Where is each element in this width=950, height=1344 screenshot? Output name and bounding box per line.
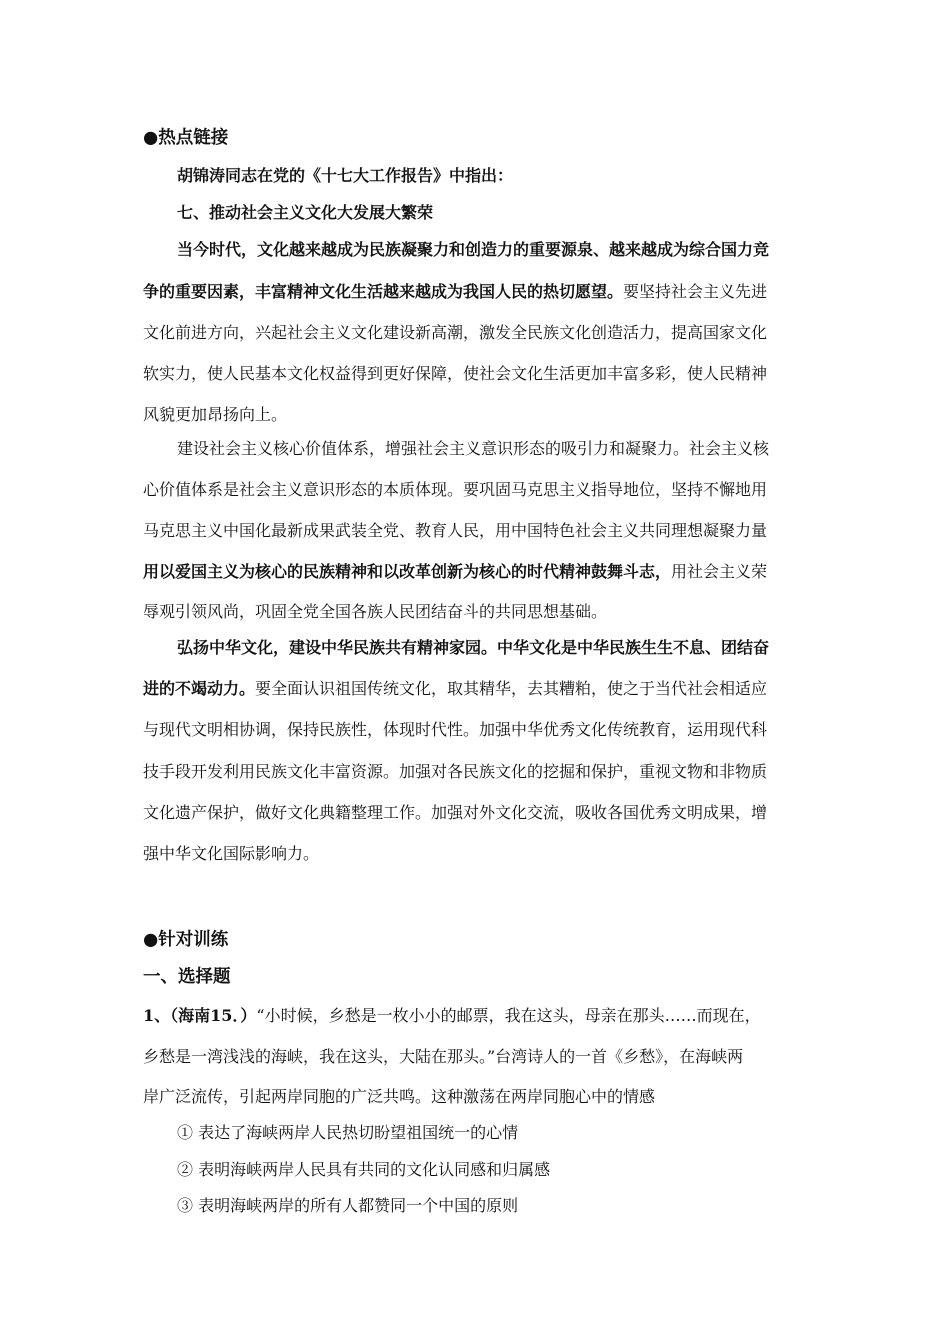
- question-1-line-2: 乡愁是一湾浅浅的海峡，我在这头，大陆在那头。”台湾诗人的一首《乡愁》，在海峡两: [143, 1047, 744, 1066]
- p3-line-4: 技手段开发利用民族文化丰富资源。加强对各民族文化的挖掘和保护，重视文物和非物质: [143, 762, 768, 781]
- option-2: ② 表明海峡两岸人民具有共同的文化认同感和归属感: [177, 1160, 551, 1179]
- option-1: ① 表达了海峡两岸人民热切盼望祖国统一的心情: [177, 1123, 519, 1142]
- hot-link-heading: ●热点链接: [143, 128, 229, 148]
- p3-line-2-rest: 要全面认识祖国传统文化，取其精华，去其糟粕，使之于当代社会相适应: [255, 679, 768, 698]
- p2-line-4-bold: 用以爱国主义为核心的民族精神和以改革创新为核心的时代精神鼓舞斗志，: [143, 562, 672, 581]
- p3-line-5: 文化遗产保护，做好文化典籍整理工作。加强对外文化交流，吸收各国优秀文明成果，增: [143, 803, 768, 822]
- p3-line-6: 强中华文化国际影响力。: [143, 844, 320, 863]
- p3-line-2-bold: 进的不竭动力。: [143, 679, 256, 698]
- p1-line-2: [143, 282, 767, 302]
- p2-line-1: 建设社会主义核心价值体系，增强社会主义意识形态的吸引力和凝聚力。社会主义核: [177, 439, 770, 458]
- question-number: 1、: [143, 1006, 171, 1025]
- p3-line-1: 弘扬中华文化，建设中华民族共有精神家园。中华文化是中华民族生生不息、团结奋: [177, 638, 770, 657]
- question-source: （海南15．）: [170, 1006, 257, 1025]
- section-title: 七、推动社会主义文化大发展大繁荣: [177, 203, 434, 222]
- question-1-text: “小时候，乡愁是一枚小小的邮票，我在这头，母亲在那头……而现在，: [256, 1006, 761, 1025]
- p2-line-2: 心价值体系是社会主义意识形态的本质体现。要巩固马克思主义指导地位，坚持不懈地用: [143, 480, 768, 499]
- choice-section-title: 一、选择题: [143, 967, 231, 987]
- p2-line-4: [143, 562, 767, 582]
- p1-line-4: 软实力，使人民基本文化权益得到更好保障，使社会文化生活更加丰富多彩，使人民精神: [143, 364, 768, 383]
- training-heading: ●针对训练: [143, 930, 229, 950]
- p2-line-4-rest: 用社会主义荣: [671, 562, 768, 581]
- intro-line: 胡锦涛同志在党的《十七大工作报告》中指出：: [177, 166, 514, 185]
- question-1-line-3: 岸广泛流传，引起两岸同胞的广泛共鸣。这种激荡在两岸同胞心中的情感: [143, 1087, 656, 1106]
- p2-line-3: 马克思主义中国化最新成果武装全党、教育人民，用中国特色社会主义共同理想凝聚力量: [143, 521, 768, 540]
- p1-line-5: 风貌更加昂扬向上。: [143, 405, 288, 424]
- p2-line-5: 辱观引领风尚，巩固全党全国各族人民团结奋斗的共同思想基础。: [143, 602, 608, 621]
- p1-line-2-bold: 争的重要因素，丰富精神文化生活越来越成为我国人民的热切愿望。: [143, 282, 624, 301]
- option-3: ③ 表明海峡两岸的所有人都赞同一个中国的原则: [177, 1196, 519, 1215]
- p1-line-2-rest: 要坚持社会主义先进: [623, 282, 768, 301]
- p3-line-2: [143, 679, 767, 699]
- question-1-line-1: [143, 1006, 761, 1026]
- p1-line-3: 文化前进方向，兴起社会主义文化建设新高潮，激发全民族文化创造活力，提高国家文化: [143, 323, 768, 342]
- p3-line-3: 与现代文明相协调，保持民族性，体现时代性。加强中华优秀文化传统教育，运用现代科: [143, 720, 768, 739]
- p1-line-1: 当今时代，文化越来越成为民族凝聚力和创造力的重要源泉、越来越成为综合国力竞: [177, 240, 770, 259]
